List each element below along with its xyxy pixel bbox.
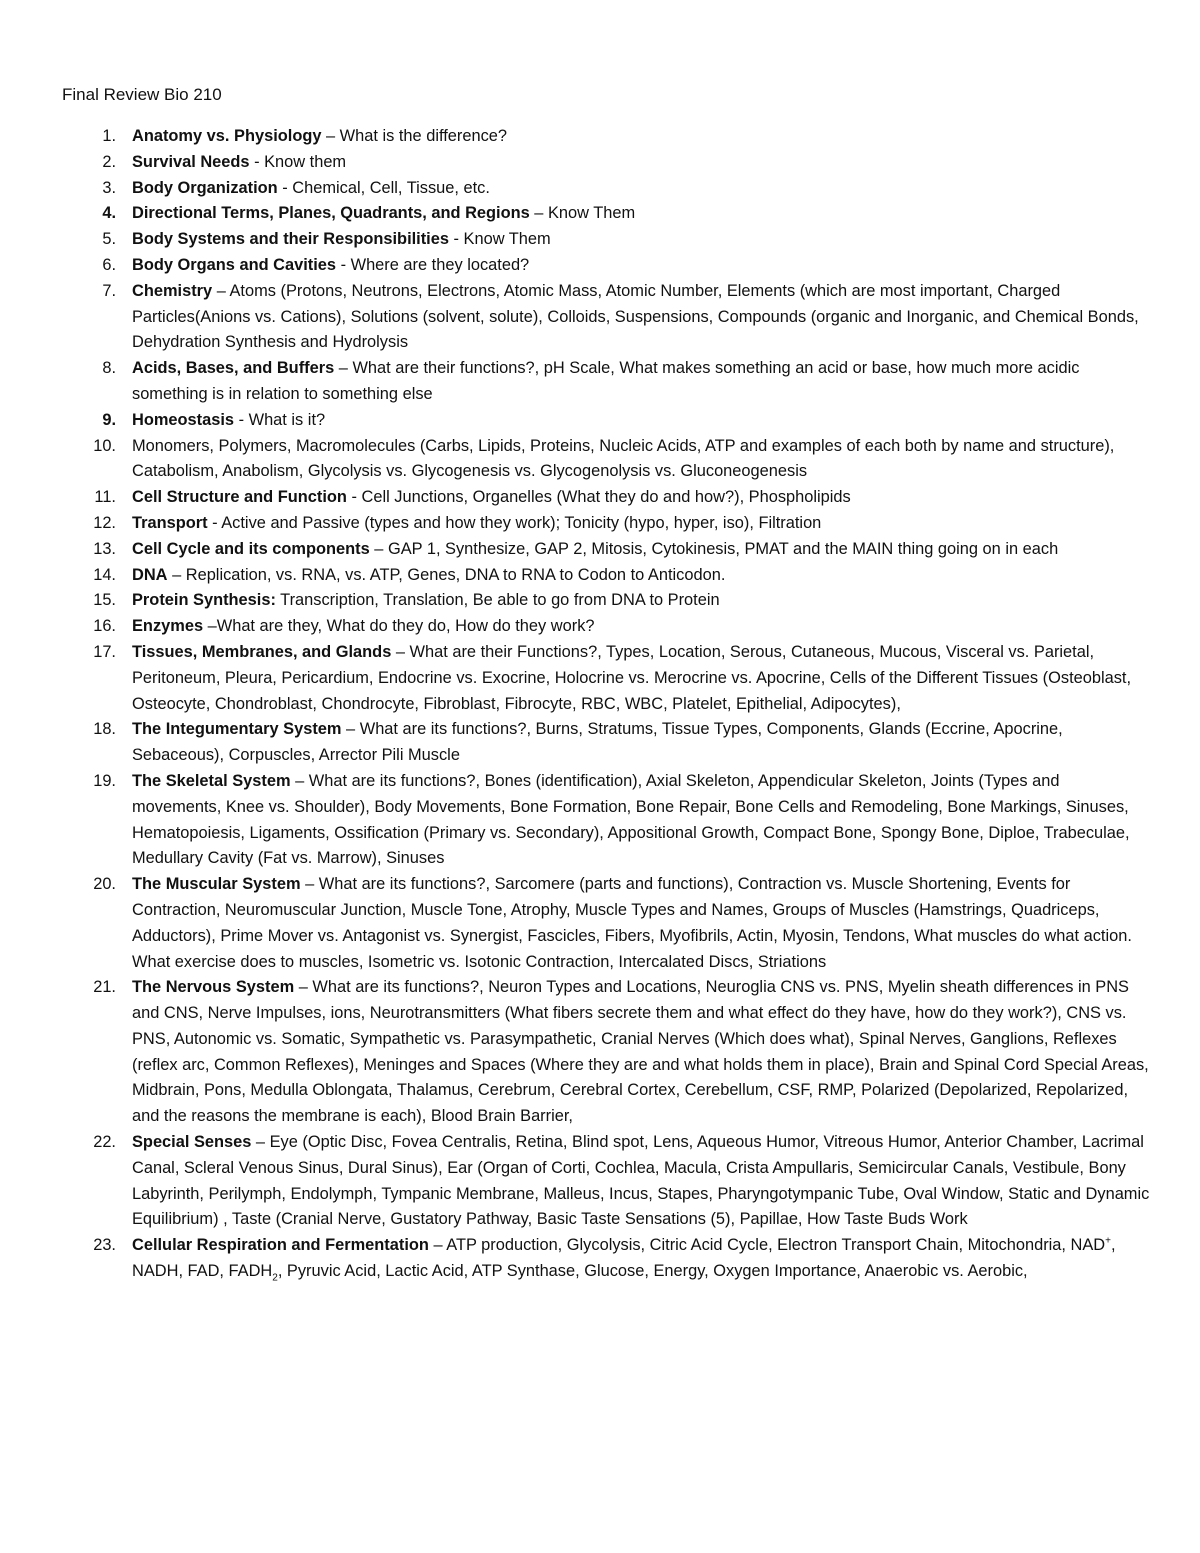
item-text: , NADH, FAD, FADH bbox=[132, 1236, 1116, 1281]
list-item bbox=[0, 769, 1200, 872]
item-heading: The Skeletal System bbox=[132, 771, 291, 790]
item-heading: Cellular Respiration and Fermentation bbox=[132, 1236, 429, 1255]
item-text: - Chemical, Cell, Tissue, etc. bbox=[277, 178, 490, 197]
item-number: 9. bbox=[102, 410, 116, 429]
item-text: - Know Them bbox=[448, 230, 551, 249]
list-item bbox=[0, 872, 1200, 975]
list-item bbox=[0, 408, 1200, 434]
item-number: 1. bbox=[102, 127, 116, 145]
item-heading: Directional Terms, Planes, Quadrants, and Regions bbox=[132, 204, 530, 223]
list-item bbox=[0, 975, 1200, 1130]
item-number: 22. bbox=[93, 1133, 116, 1152]
item-number: 21. bbox=[93, 978, 116, 997]
list-item bbox=[0, 640, 1200, 717]
item-number: 17. bbox=[93, 642, 116, 661]
item-text: –What are they, What do they do, How do they work? bbox=[203, 617, 595, 636]
item-text: – GAP 1, Synthesize, GAP 2, Mitosis, Cytokinesis, PMAT and the MAIN thing going on in each bbox=[369, 539, 1059, 558]
item-text: , Pyruvic Acid, Lactic Acid, ATP Synthase, Glucose, Energy, Oxygen Importance, Anaerobic vs. Aerobic, bbox=[277, 1262, 1028, 1281]
list-item bbox=[0, 253, 1200, 279]
list-item bbox=[0, 356, 1200, 408]
item-heading: Body Organization bbox=[132, 178, 278, 197]
item-heading: The Muscular System bbox=[132, 875, 301, 894]
item-text: – What are its functions?, Bones (identification), Axial Skeleton, Appendicular Skeleton, Joints (Types and movements, Knee vs. Shoulder), Body Movements, Bone Formation, Bone Repair, Bone Cells and Remodeling, Bone Markings, Sinuses, Hematopoiesis, Ligaments, Ossification (Primary vs. Secondary), Appositional Growth, Compact Bone, Spongy Bone, Diploe, Trabeculae, Medullary Cavity (Fat vs. Marrow), Sinuses bbox=[132, 771, 1130, 868]
item-heading: Cell Structure and Function bbox=[132, 488, 347, 507]
item-number: 18. bbox=[93, 720, 116, 739]
item-text: – What are its functions?, Burns, Stratums, Tissue Types, Components, Glands (Eccrine, Apocrine, Sebaceous), Corpuscles, Arrector Pili Muscle bbox=[132, 720, 1063, 765]
list-item bbox=[0, 717, 1200, 769]
superscript: + bbox=[1105, 1235, 1111, 1247]
item-heading: Protein Synthesis: bbox=[132, 591, 276, 610]
page-title: Final Review Bio 210 bbox=[62, 85, 222, 104]
item-number: 4. bbox=[102, 204, 116, 223]
item-number: 2. bbox=[102, 152, 116, 171]
list-item bbox=[0, 1130, 1200, 1233]
item-number: 8. bbox=[102, 359, 116, 378]
item-heading: Body Systems and their Responsibilities bbox=[132, 230, 449, 249]
item-number: 13. bbox=[93, 539, 116, 558]
item-number: 10. bbox=[93, 436, 116, 455]
item-text: – What is the difference? bbox=[321, 127, 508, 145]
item-number: 3. bbox=[102, 178, 116, 197]
list-item bbox=[0, 614, 1200, 640]
item-heading: Transport bbox=[132, 513, 208, 532]
review-topic-list bbox=[0, 124, 1200, 1285]
item-number: 20. bbox=[93, 875, 116, 894]
item-text: – Replication, vs. RNA, vs. ATP, Genes, DNA to RNA to Codon to Anticodon. bbox=[167, 565, 726, 584]
item-text: - Cell Junctions, Organelles (What they do and how?), Phospholipids bbox=[346, 488, 851, 507]
item-text: – What are their functions?, pH Scale, What makes something an acid or base, how much more acidic something is in relation to something else bbox=[132, 359, 1080, 403]
item-text: - Active and Passive (types and how they work); Tonicity (hypo, hyper, iso), Filtration bbox=[207, 513, 822, 532]
list-item bbox=[0, 563, 1200, 589]
list-item bbox=[0, 588, 1200, 614]
item-heading: Cell Cycle and its components bbox=[132, 539, 370, 558]
item-text: Monomers, Polymers, Macromolecules (Carbs, Lipids, Proteins, Nucleic Acids, ATP and examples of each both by name and structure), Catabolism, Anabolism, Glycolysis vs. Glycogenesis vs. Glycogenolysis vs. Gluconeogenesis bbox=[132, 436, 1115, 481]
item-heading: Survival Needs bbox=[132, 152, 250, 171]
item-number: 12. bbox=[93, 513, 116, 532]
item-text: – What are its functions?, Sarcomere (parts and functions), Contraction vs. Muscle Shortening, Events for Contraction, Neuromuscular Junction, Muscle Tone, Atrophy, Muscle Types and Names, Groups of Muscles (Hamstrings, Quadriceps, Adductors), Prime Mover vs. Antagonist vs. Synergist, Fascicles, Fibers, Myofibrils, Actin, Myosin, Tendons, What muscles do what action. What exercise does to muscles, Isometric vs. Isotonic Contraction, Intercalated Discs, Striations bbox=[132, 875, 1132, 971]
item-text: - Where are they located? bbox=[336, 255, 530, 274]
list-item bbox=[0, 279, 1200, 356]
item-heading: Acids, Bases, and Buffers bbox=[132, 359, 335, 378]
list-item bbox=[0, 201, 1200, 227]
item-text: NAD bbox=[1070, 1236, 1106, 1255]
item-text: – Atoms (Protons, Neutrons, Electrons, Atomic Mass, Atomic Number, Elements (which are most important, Charged Particles(Anions vs. Cations), Solutions (solvent, solute), Colloids, Suspensions, Compounds (organic and Inorganic, and Chemical Bonds, Dehydration Synthesis and Hydrolysis bbox=[132, 281, 1139, 352]
item-number: 14. bbox=[93, 565, 116, 584]
item-heading: The Integumentary System bbox=[132, 720, 342, 739]
item-number: 6. bbox=[102, 255, 116, 274]
item-text: Transcription, Translation, Be able to go from DNA to Protein bbox=[275, 591, 720, 610]
item-heading: Body Organs and Cavities bbox=[132, 255, 337, 274]
item-heading: Special Senses bbox=[132, 1133, 252, 1152]
list-item bbox=[0, 227, 1200, 253]
list-item bbox=[0, 434, 1200, 486]
item-text: – ATP production, Glycolysis, Citric Acid Cycle, Electron Transport Chain, Mitochondria, bbox=[428, 1236, 1071, 1255]
list-item bbox=[0, 150, 1200, 176]
item-text: - What is it? bbox=[234, 410, 326, 429]
list-item bbox=[0, 537, 1200, 563]
item-text: - Know them bbox=[249, 152, 347, 171]
item-number: 5. bbox=[102, 230, 116, 249]
item-number: 19. bbox=[93, 771, 116, 790]
item-heading: Enzymes bbox=[132, 617, 204, 636]
item-number: 16. bbox=[93, 617, 116, 636]
item-number: 7. bbox=[102, 281, 116, 300]
item-text: – What are its functions?, Neuron Types and Locations, Neuroglia CNS vs. PNS, Myelin sheath differences in PNS and CNS, Nerve Impulses, ions, Neurotransmitters (What fibers secrete them and what effect do they have, how do they work?), CNS vs. PNS, Autonomic vs. Somatic, Sympathetic vs. Parasympathetic, Cranial Nerves (Which does what), Spinal Nerves, Ganglions, Reflexes (reflex arc, Common Reflexes), Meninges and Spaces (Where they are and what holds them in place), Brain and Spinal Cord Special Areas, Midbrain, Pons, Medulla Oblongata, Thalamus, Cerebrum, Cerebral Cortex, Cerebellum, CSF, RMP, Polarized (Depolarized, Repolarized, and the reasons the membrane is each), Blood Brain Barrier, bbox=[132, 978, 1149, 1126]
item-number: 11. bbox=[94, 488, 116, 507]
item-text: – Know Them bbox=[529, 204, 636, 223]
item-heading: Chemistry bbox=[132, 281, 213, 300]
item-text: – Eye (Optic Disc, Fovea Centralis, Retina, Blind spot, Lens, Aqueous Humor, Vitreous Humor, Anterior Chamber, Lacrimal Canal, Scleral Venous Sinus, Dural Sinus), Ear (Organ of Corti, Cochlea, Macula, Crista Ampullaris, Semicircular Canals, Vestibule, Bony Labyrinth, Perilymph, Endolymph, Tympanic Membrane, Malleus, Incus, Stapes, Pharyngotympanic Tube, Oval Window, Static and Dynamic Equilibrium) , Taste (Cranial Nerve, Gustatory Pathway, Basic Taste Sensations (5), Papillae, How Taste Buds Work bbox=[132, 1133, 1150, 1229]
item-text: – What are their Functions?, Types, Location, Serous, Cutaneous, Mucous, Visceral vs. Parietal, Peritoneum, Pleura, Pericardium, Endocrine vs. Exocrine, Holocrine vs. Merocrine vs. Apocrine, Cells of the Different Tissues (Osteoblast, Osteocyte, Chondroblast, Chondrocyte, Fibroblast, Fibrocyte, RBC, WBC, Platelet, Epithelial, Adipocytes), bbox=[132, 642, 1132, 713]
list-item bbox=[0, 1233, 1200, 1285]
list-item bbox=[0, 176, 1200, 202]
item-heading: Anatomy vs. Physiology bbox=[132, 127, 322, 145]
list-item bbox=[0, 124, 1200, 150]
item-number: 23. bbox=[93, 1236, 116, 1255]
item-heading: Homeostasis bbox=[132, 410, 235, 429]
list-item bbox=[0, 511, 1200, 537]
subscript: 2 bbox=[272, 1272, 278, 1284]
item-heading: The Nervous System bbox=[132, 978, 295, 997]
item-heading: DNA bbox=[132, 565, 168, 584]
item-number: 15. bbox=[93, 591, 116, 610]
list-item bbox=[0, 485, 1200, 511]
item-heading: Tissues, Membranes, and Glands bbox=[132, 642, 392, 661]
